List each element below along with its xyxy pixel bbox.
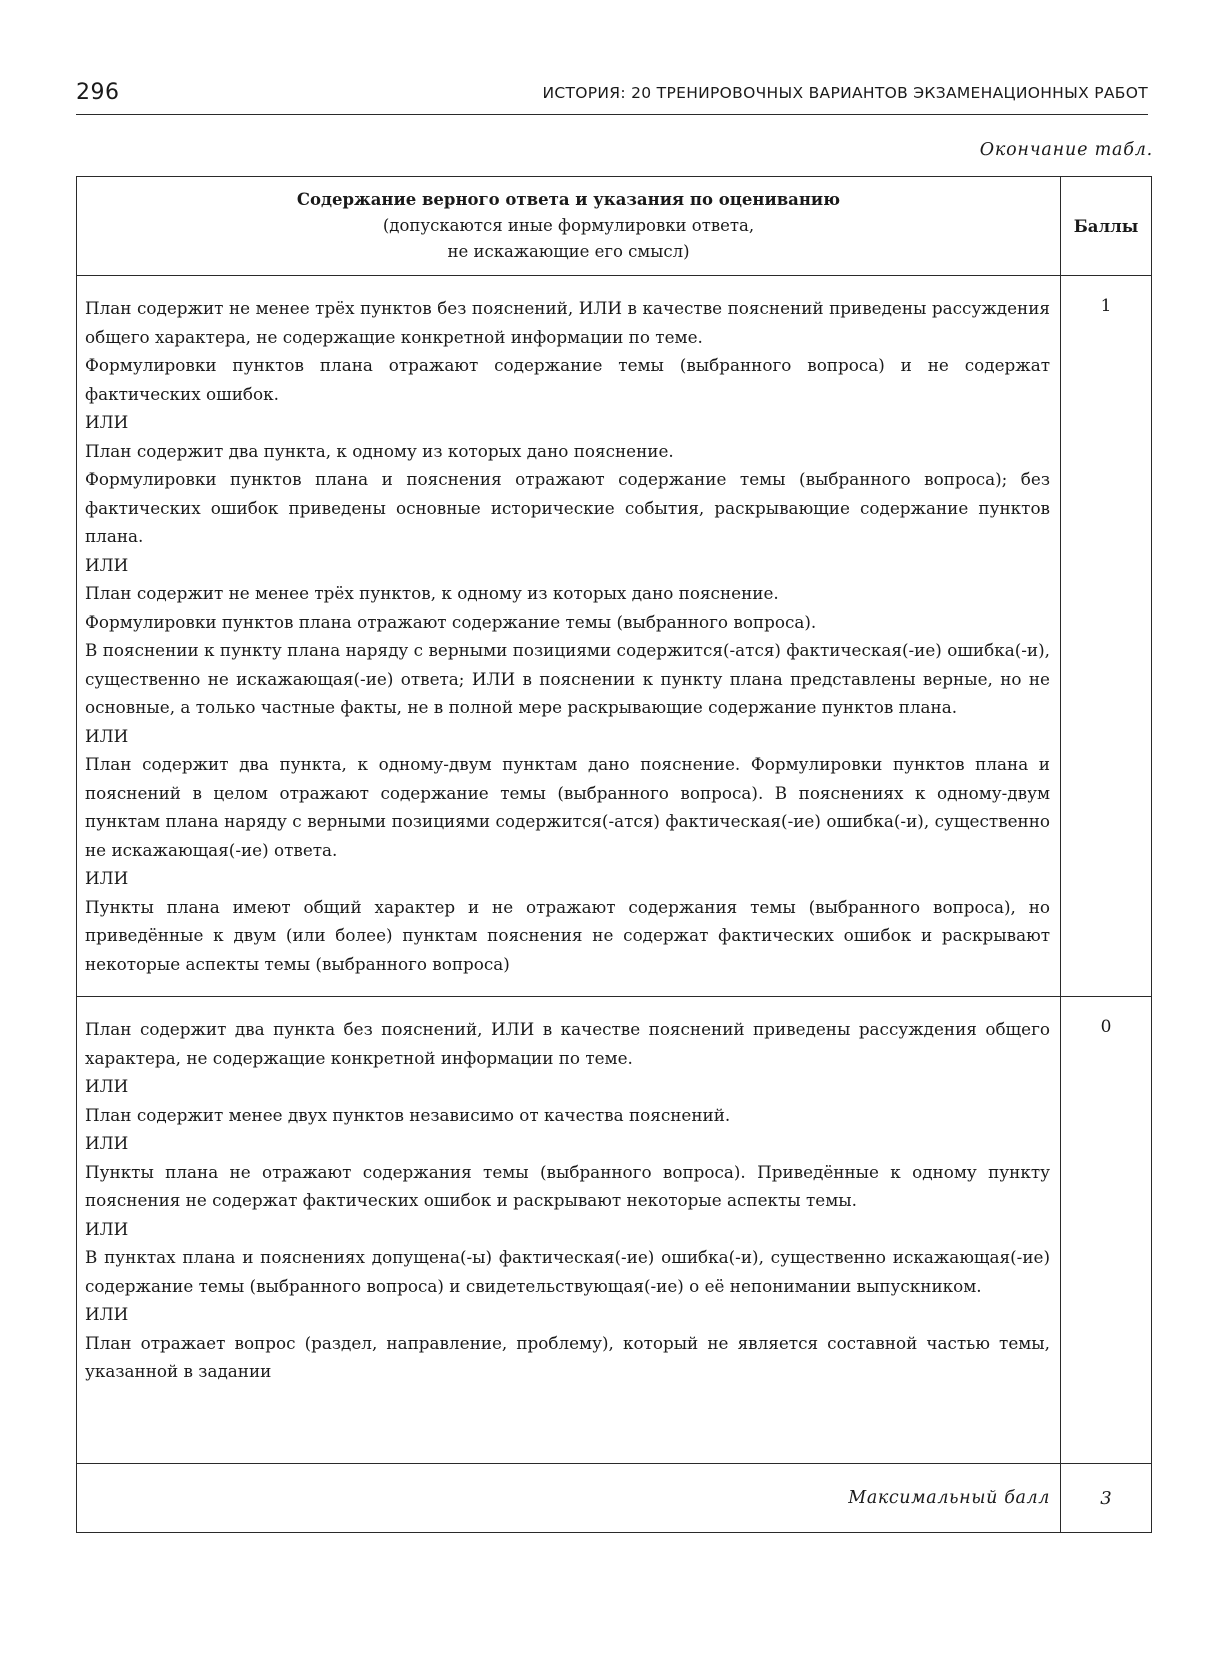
max-score-label: Максимальный балл bbox=[77, 1464, 1061, 1533]
criteria-paragraph: План отражает вопрос (раздел, направление, проблему), который не является составной частью темы, указанной в задании bbox=[85, 1332, 1050, 1381]
grading-table bbox=[76, 176, 1152, 1533]
criteria-paragraph: Формулировки пунктов плана отражают содержание темы (выбранного вопроса) и не содержат фактических ошибок. bbox=[85, 355, 1050, 404]
criteria-or-separator: ИЛИ bbox=[85, 1076, 129, 1096]
running-header bbox=[76, 78, 1148, 115]
content-header-note-line-2: не искажающие его смысл) bbox=[447, 242, 690, 261]
criteria-text-cell bbox=[77, 276, 1061, 997]
criteria-or-separator: ИЛИ bbox=[85, 554, 129, 575]
criteria-text-cell bbox=[77, 997, 1061, 1464]
criteria-or-separator: ИЛИ bbox=[85, 412, 129, 432]
score-value: 1 bbox=[1061, 276, 1152, 997]
criteria-or-separator: ИЛИ bbox=[85, 1218, 129, 1239]
criteria-paragraph: План содержит не менее трёх пунктов, к одному из которых дано пояснение. bbox=[85, 583, 779, 603]
table-continuation-label: Окончание табл. bbox=[979, 140, 1153, 160]
content-header-note-line-1: (допускаются иные формулировки ответа, bbox=[382, 216, 755, 235]
criteria-paragraph: План содержит не менее трёх пунктов без пояснений, ИЛИ в качестве пояснений приведены рассуждения общего характера, не содержащие конкретной информации по теме. bbox=[85, 298, 1050, 347]
criteria-row-score-0 bbox=[77, 997, 1152, 1464]
content-column-header bbox=[77, 177, 1061, 276]
criteria-paragraph: План содержит два пункта, к одному-двум пунктам дано пояснение. Формулировки пунктов плана и пояснений в целом отражают содержание темы (выбранного вопроса). В пояснениях к одному-двум пунктам плана наряду с верными позициями содержится(-атся) фактическая(-ие) ошибка(-и), существенно не искажающая(-ие) ответа. bbox=[85, 754, 1050, 860]
criteria-paragraph: Формулировки пунктов плана и пояснения отражают содержание темы (выбранного вопроса); без фактических ошибок приведены основные исторические события, раскрывающие содержание пунктов плана. bbox=[85, 469, 1050, 546]
criteria-row-score-1 bbox=[77, 276, 1152, 997]
book-title: ИСТОРИЯ: 20 ТРЕНИРОВОЧНЫХ ВАРИАНТОВ ЭКЗАМЕНАЦИОННЫХ РАБОТ bbox=[542, 84, 1148, 102]
page-number: 296 bbox=[76, 80, 120, 105]
criteria-paragraph: Пункты плана не отражают содержания темы (выбранного вопроса). Приведённые к одному пункту пояснения не содержат фактических ошибок и раскрывают некоторые аспекты темы. bbox=[85, 1161, 1050, 1210]
criteria-or-separator: ИЛИ bbox=[85, 868, 129, 888]
criteria-paragraph: Формулировки пунктов плана отражают содержание темы (выбранного вопроса). bbox=[85, 611, 817, 632]
score-column-header: Баллы bbox=[1061, 177, 1152, 276]
criteria-paragraph: План содержит два пункта, к одному из которых дано пояснение. bbox=[85, 440, 674, 461]
criteria-or-separator: ИЛИ bbox=[85, 725, 129, 746]
max-score-value: 3 bbox=[1061, 1464, 1152, 1533]
criteria-paragraph: В пояснении к пункту плана наряду с верными позициями содержится(-атся) фактическая(-ие) ошибка(-и), существенно не искажающая(-ие) ответа; ИЛИ в пояснении к пункту плана представлены верные, но не основные, а только частные факты, не в полной мере раскрывающие содержание пунктов плана. bbox=[85, 640, 1050, 717]
criteria-paragraph: План содержит два пункта без пояснений, ИЛИ в качестве пояснений приведены рассуждения общего характера, не содержащие конкретной информации по теме. bbox=[85, 1019, 1050, 1068]
criteria-paragraph: Пункты плана имеют общий характер и не отражают содержания темы (выбранного вопроса), но приведённые к двум (или более) пунктам пояснения не содержат фактических ошибок и раскрывают некоторые аспекты темы (выбранного вопроса) bbox=[85, 896, 1050, 974]
criteria-paragraph: В пунктах плана и пояснениях допущена(-ы) фактическая(-ие) ошибка(-и), существенно искажающая(-ие) содержание темы (выбранного вопроса) и свидетельствующая(-ие) о её непонимании выпускником. bbox=[85, 1247, 1050, 1296]
max-score-row bbox=[77, 1464, 1152, 1533]
table-header-row bbox=[77, 177, 1152, 276]
criteria-or-separator: ИЛИ bbox=[85, 1304, 129, 1324]
criteria-or-separator: ИЛИ bbox=[85, 1133, 129, 1153]
criteria-paragraph: План содержит менее двух пунктов независимо от качества пояснений. bbox=[85, 1104, 731, 1125]
content-header-title: Содержание верного ответа и указания по оцениванию bbox=[296, 190, 841, 209]
score-value: 0 bbox=[1061, 997, 1152, 1464]
